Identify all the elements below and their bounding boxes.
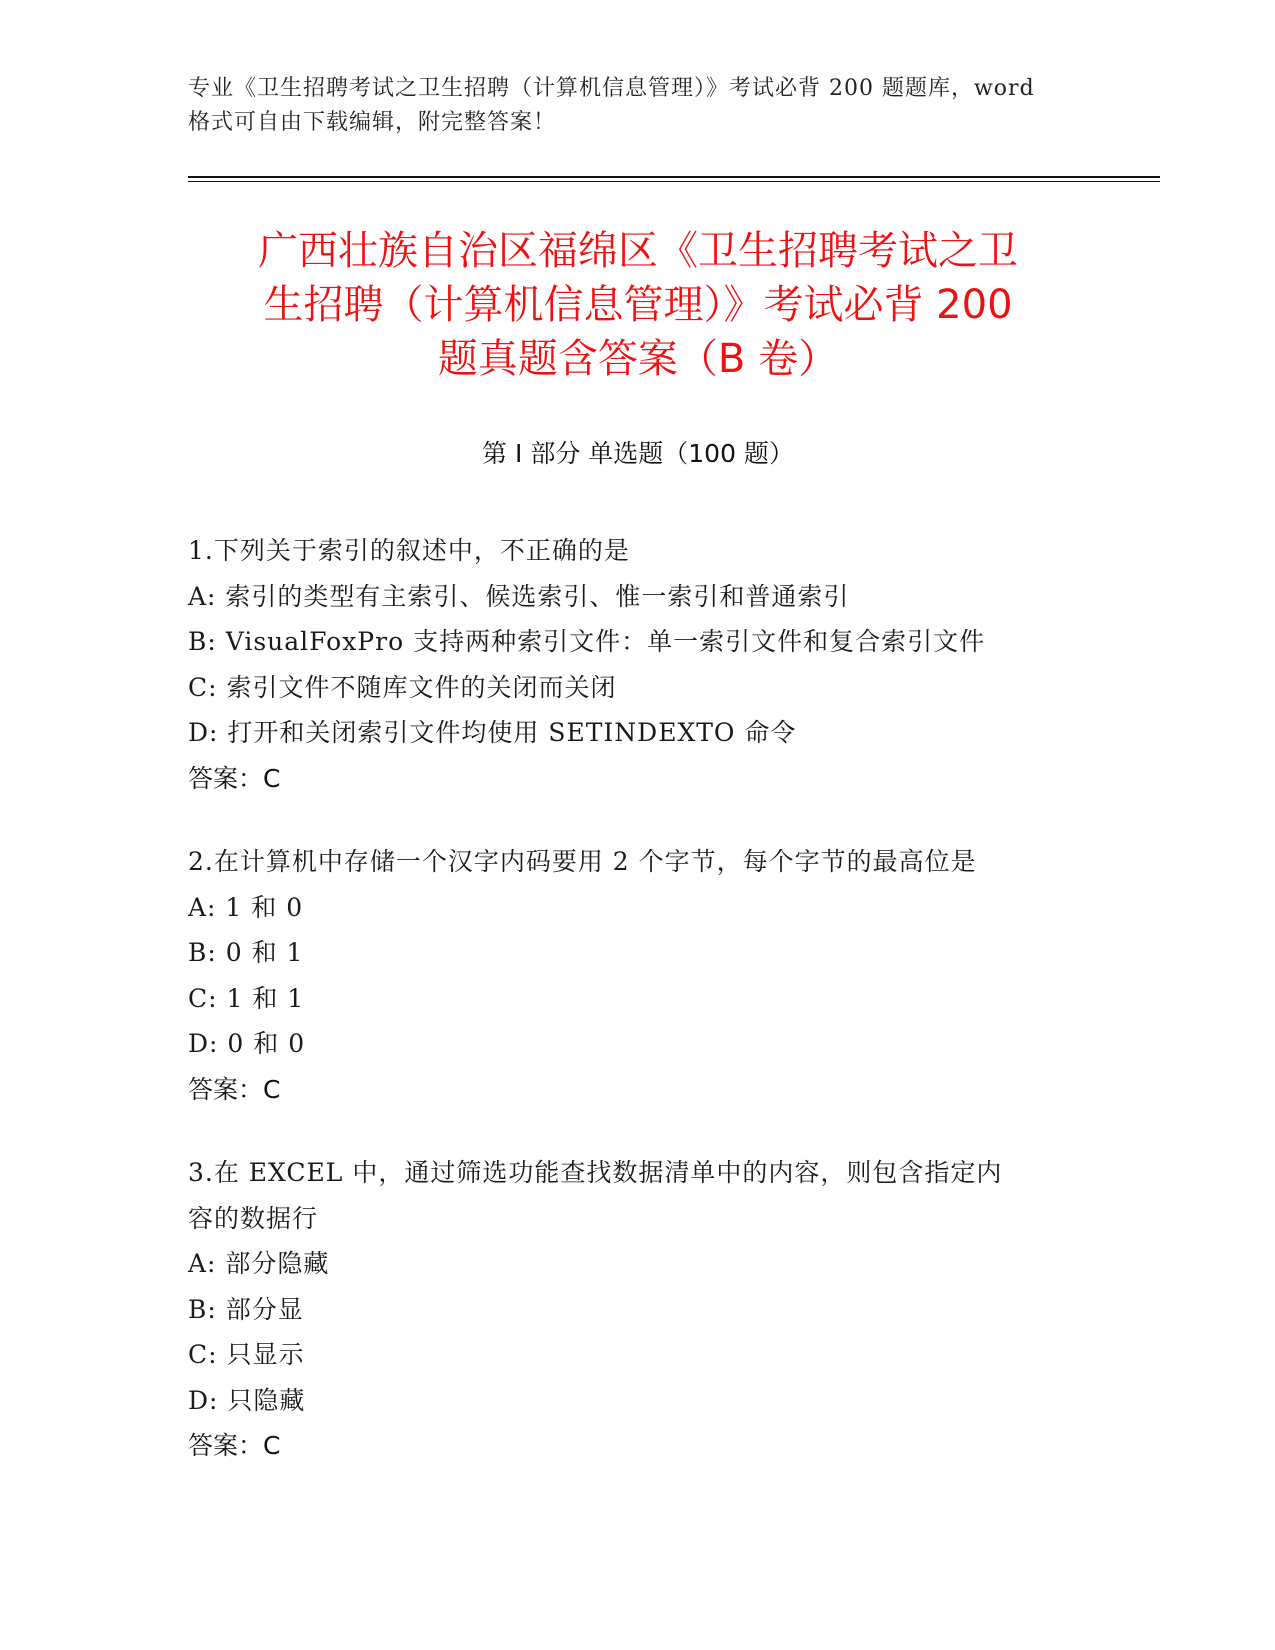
option-c: C: 1 和 1 <box>188 983 305 1013</box>
section-heading: 第 I 部分 单选题（100 题） <box>482 439 794 468</box>
option-d: D: 打开和关闭索引文件均使用 SETINDEXTO 命令 <box>188 718 797 747</box>
option-a: A: 索引的类型有主索引、候选索引、惟一索引和普通索引 <box>188 581 850 611</box>
option-c: C: 只显示 <box>188 1340 305 1369</box>
option-a: A: 部分隐藏 <box>188 1249 330 1278</box>
option-c: C: 索引文件不随库文件的关闭而关闭 <box>188 672 617 702</box>
header-note <box>188 72 1088 140</box>
header-note-line-2: 格式可自由下载编辑，附完整答案！ <box>188 110 557 135</box>
document-title <box>188 224 1088 386</box>
option-b: B: 部分显 <box>188 1294 304 1324</box>
question-stem-line-2: 容的数据行 <box>188 1203 319 1233</box>
option-a: A: 1 和 0 <box>188 892 304 922</box>
question-stem <box>188 1150 1068 1241</box>
option-d: D: 0 和 0 <box>188 1029 306 1058</box>
question-stem <box>188 528 1068 574</box>
question-stem-line-1: 2.在计算机中存储一个汉字内码要用 2 个字节，每个字节的最高位是 <box>188 847 977 876</box>
question-stem-line-1: 1.下列关于索引的叙述中，不正确的是 <box>188 536 630 565</box>
question-stem <box>188 839 1068 885</box>
header-note-line-1: 专业《卫生招聘考试之卫生招聘（计算机信息管理）》考试必背 200 题题库，word <box>188 76 1035 101</box>
question-stem-line-1: 3.在 EXCEL 中，通过筛选功能查找数据清单中的内容，则包含指定内 <box>188 1158 1003 1187</box>
question-3 <box>188 1150 1068 1469</box>
document-title-line-2: 生招聘（计算机信息管理）》考试必背 200 <box>263 282 1013 328</box>
document-title-line-1: 广西壮族自治区福绵区《卫生招聘考试之卫 <box>258 228 1018 274</box>
header-rule-thick <box>188 176 1160 178</box>
option-d: D: 只隐藏 <box>188 1385 306 1415</box>
option-b: B: 0 和 1 <box>188 938 304 967</box>
header-rule-thin <box>188 181 1160 182</box>
option-b: B: VisualFoxPro 支持两种索引文件：单一索引文件和复合索引文件 <box>188 627 986 656</box>
answer: 答案：C <box>188 1431 281 1460</box>
answer: 答案：C <box>188 1074 281 1104</box>
question-list <box>188 528 1068 1507</box>
answer: 答案：C <box>188 763 281 793</box>
question-1 <box>188 528 1068 801</box>
question-2 <box>188 839 1068 1112</box>
document-title-line-3: 题真题含答案（B 卷） <box>437 336 839 382</box>
